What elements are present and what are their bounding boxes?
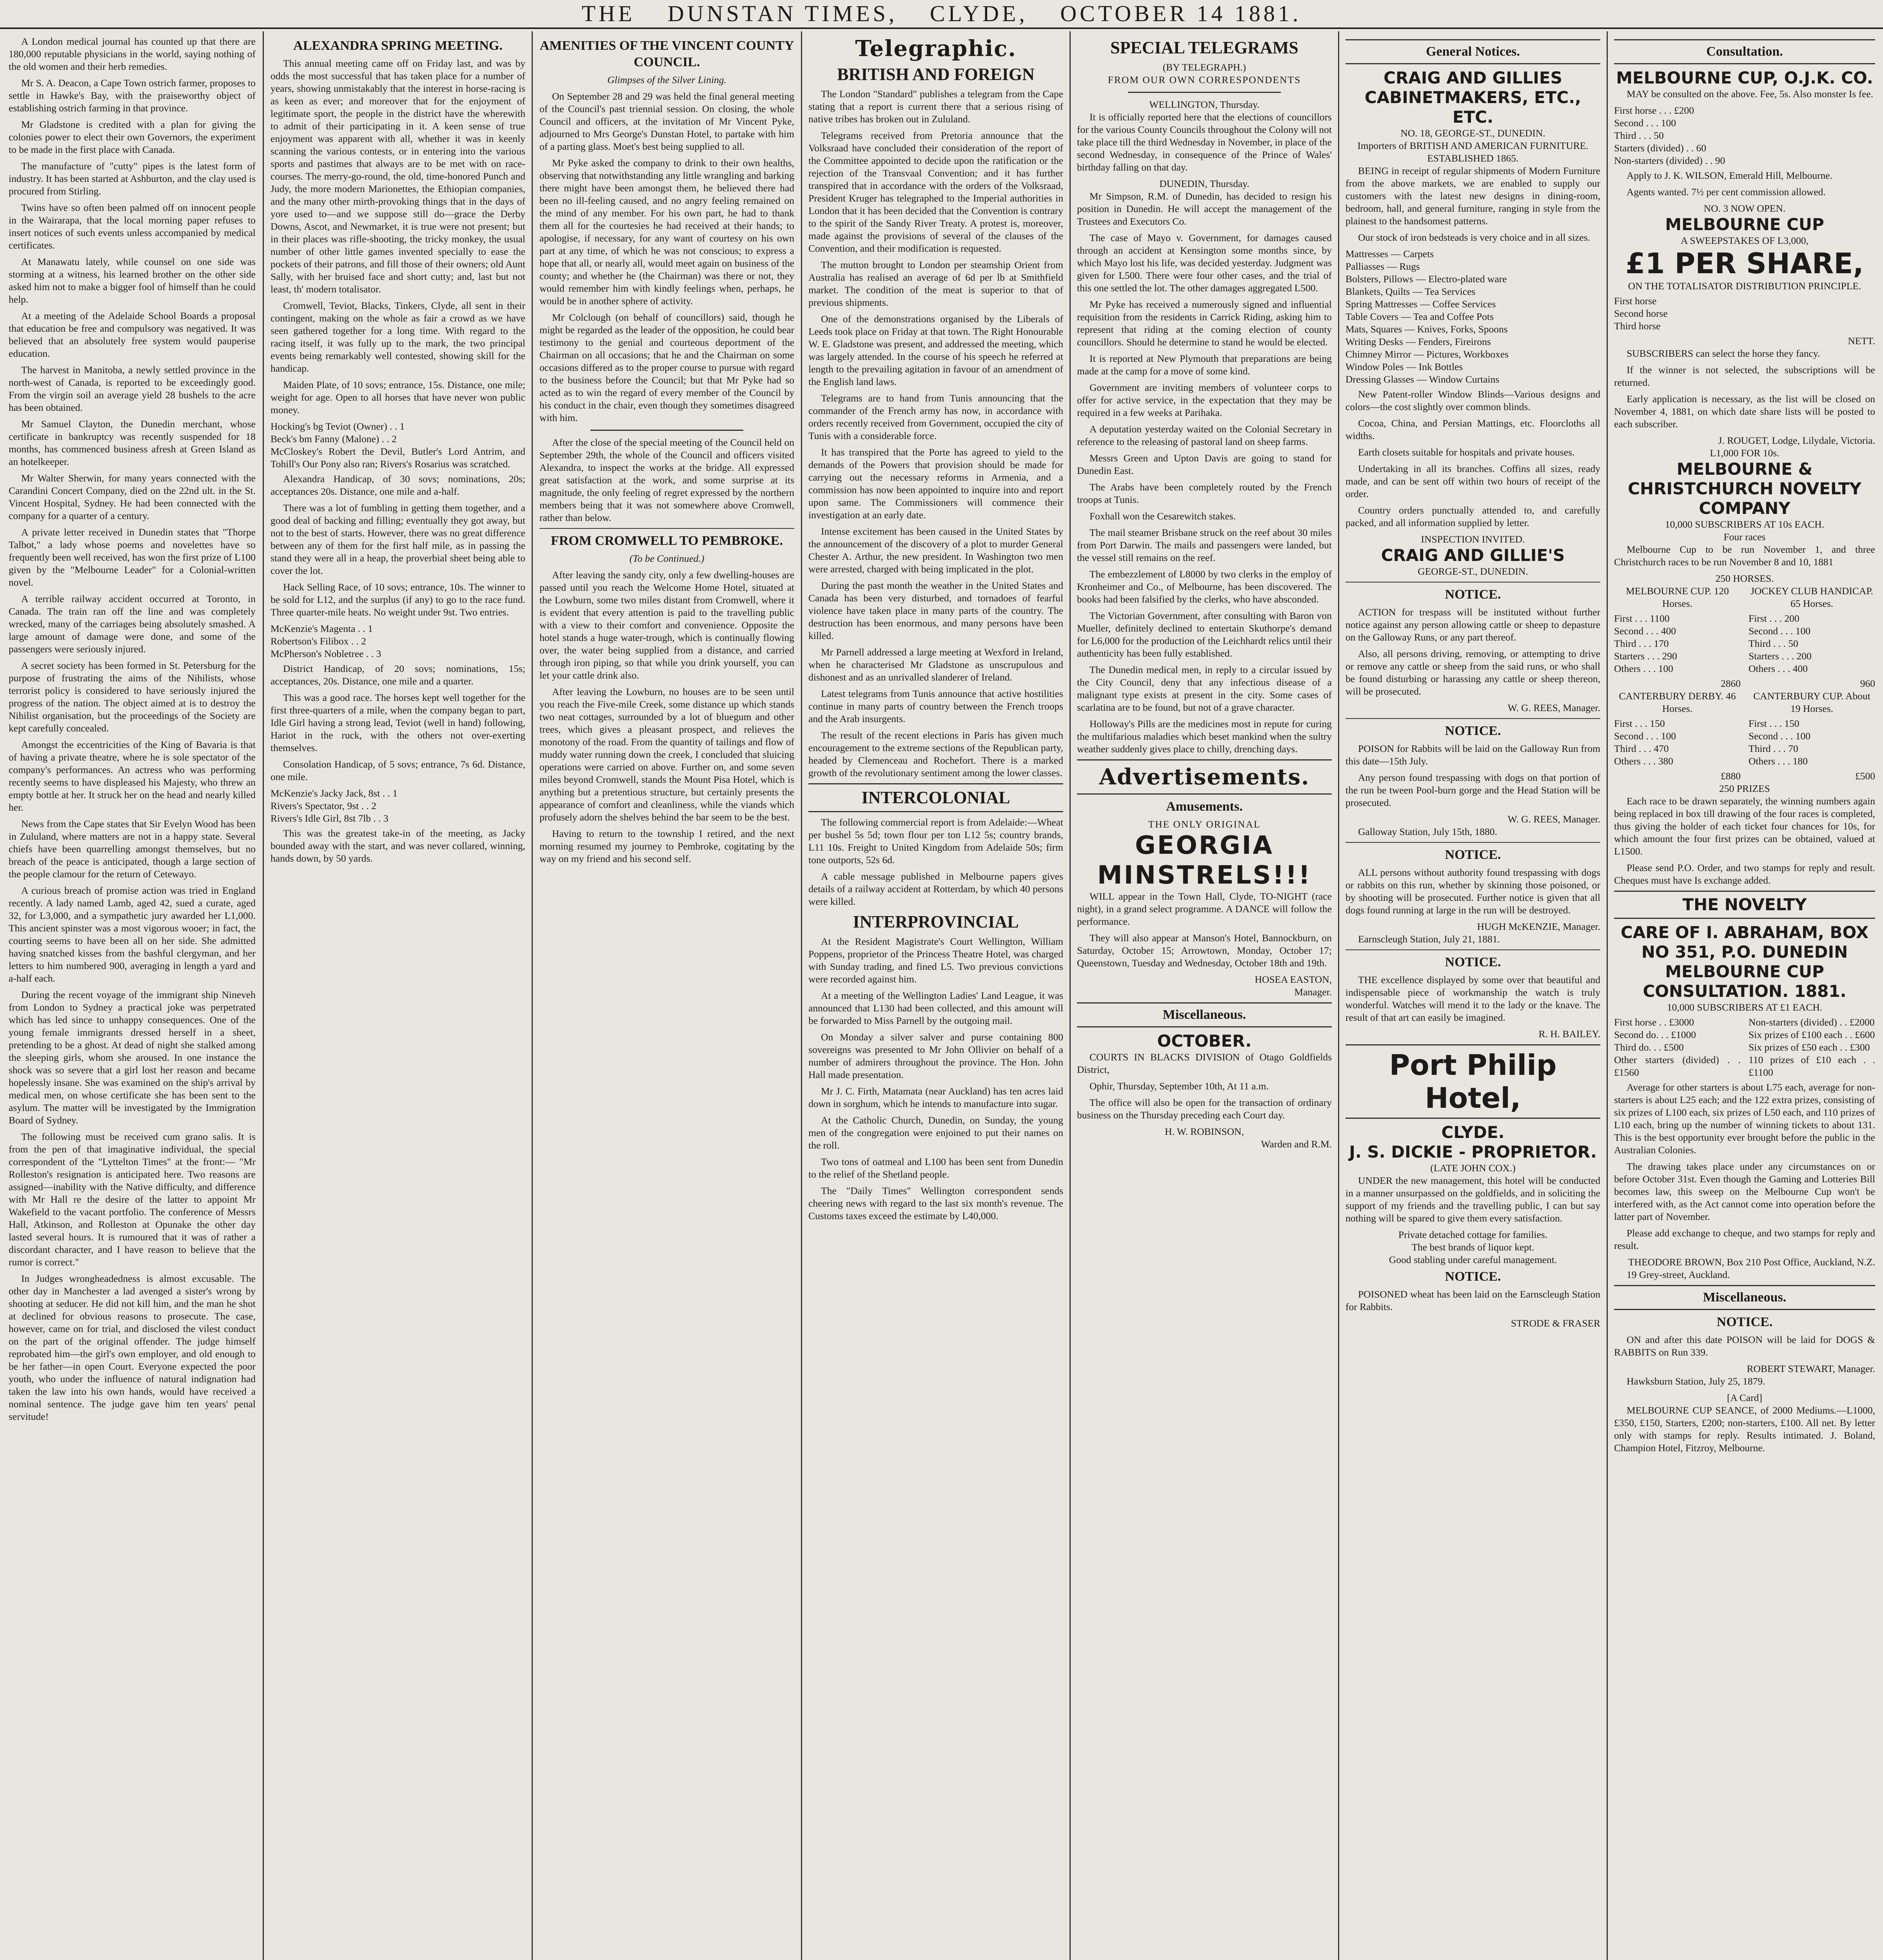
news-paragraph: Mr Gladstone is credited with a plan for giving the colonies power to elect their own Governors, the experiment to be made in the first place with Canada.: [9, 119, 256, 155]
ad-paragraph: The drawing takes place under any circumstances on or before October 31st. Even though the Gaming and Lotteries Bill becomes law, this sweep on the Melbourne Cup won't be interfered with, as the Act cannot come into operation before the latter part of November.: [1614, 1161, 1875, 1222]
stock-list: [1346, 248, 1600, 386]
masthead-place: CLYDE,: [930, 1, 1028, 26]
article-paragraph: The result of the recent elections in Paris has given much encouragement to the extreme sections of the Republican party, headed by Clemenceau and Rochefort. There is a marked growth of the revolutionary sentiment among the lower classes.: [808, 730, 1063, 779]
notice-heading: NOTICE.: [1445, 587, 1501, 602]
ad-line: 250 HORSES.: [1715, 573, 1774, 584]
stock-item: Dressing Glasses — Window Curtains: [1346, 374, 1500, 385]
ad-paragraph: UNDER the new management, this hotel will be conducted in a manner unsurpassed on the goldfields, and in soliciting the support of my friends and the travelling public, I can but say nothing will be spared to give them every satisfaction.: [1346, 1175, 1600, 1224]
prize-item: Third . . . 50: [1749, 638, 1798, 649]
result-line: Rivers's Idle Girl, 8st 7lb . . 3: [271, 813, 389, 824]
news-paragraph: The following must be received cum grano salis. It is from the pen of that imaginative individual, the special correspondent of the "Lyttelton Times" at the front:— "Mr Rolleston's resignation is anticipated here. Two reasons are assigned—inability with the Native difficulty, and difference with Mr Hall re the desire of the latter to appoint Mr Wakefield to the vacant portfolio. The conference of Messrs Hall, Atkinson, and Rolleston at Opunake the other day lasted several hours. It is rumoured that it was of rather a discordant character, and I have reason to believe that the rumor is correct.": [9, 1131, 256, 1268]
stock-item: Bolsters, Pillows — Electro-plated ware: [1346, 273, 1507, 285]
ad-line: 250 PRIZES: [1719, 783, 1770, 794]
ad-title: MELBOURNE CUP CONSULTATION. 1881.: [1643, 962, 1847, 1001]
result-line: McKenzie's Jacky Jack, 8st . . 1: [271, 788, 398, 799]
continued-note: (To be Continued.): [629, 553, 705, 564]
column-1: [9, 35, 256, 1960]
separator: [590, 430, 743, 431]
prize-item: First . . . 150: [1614, 718, 1665, 729]
ad-title: MELBOURNE & CHRISTCHURCH NOVELTY COMPANY: [1628, 459, 1861, 518]
dateline: WELLINGTON, Thursday.: [1149, 99, 1260, 110]
notice-heading: NOTICE.: [1445, 1269, 1501, 1284]
news-paragraph: At a meeting of the Adelaide School Boards a proposal that education be free and compulsory was negatived. It was believed that an absolutely free system would pauperise education.: [9, 310, 256, 359]
ad-paragraph: Earth closets suitable for hospitals and private houses.: [1358, 446, 1575, 458]
ad-title: J. S. DICKIE - PROPRIETOR.: [1349, 1142, 1597, 1161]
article-paragraph: Telegrams are to hand from Tunis announcing that the commander of the French army has now, in accordance with orders recently received from Government, occupied the city of Tunis with a considerable force.: [808, 392, 1063, 441]
column-rule: [1607, 31, 1608, 1960]
article-heading: ALEXANDRA SPRING MEETING.: [293, 38, 503, 53]
article-paragraph: Two tons of oatmeal and L100 has been sent from Dunedin to the relief of the Shetland people.: [808, 1156, 1063, 1180]
ad-paragraph: Please send P.O. Order, and two stamps for reply and result. Cheques must have Is exchange added.: [1614, 862, 1875, 886]
ad-signature: Warden and R.M.: [1261, 1138, 1332, 1150]
dateline: DUNEDIN, Thursday.: [1159, 178, 1249, 189]
separator: [1346, 582, 1600, 583]
result-line: Hocking's bg Teviot (Owner) . . 1: [271, 421, 405, 432]
prize-item: Second . . . 100: [1614, 730, 1676, 742]
stock-item: Mats, Squares — Knives, Forks, Spoons: [1346, 323, 1508, 335]
ad-title: OCTOBER.: [1157, 1031, 1252, 1051]
consultation-prizes: [1614, 1014, 1875, 1081]
ad-line: (LATE JOHN COX.): [1430, 1162, 1516, 1174]
article-heading: FROM CROMWELL TO PEMBROKE.: [551, 534, 783, 548]
notice-paragraph: ALL persons without authority found trespassing with dogs or rabbits on this run, whether by skinning those poisoned, or by shooting will be prosecuted. Further notice is given that all dogs found running at large in the run will be destroyed.: [1346, 867, 1600, 916]
ad-paragraph: Average for other starters is about L75 each, average for non-starters is about L25 each; and the 122 extra prizes, consisting of six prizes of L100 each, six prizes of L50 each, and 110 prizes of L10 each, bring up the number of winning tickets to about 131. This is the best opportunity ever brought before the public in the Australian Colonies.: [1614, 1082, 1875, 1156]
article-paragraph: At the Catholic Church, Dunedin, on Sunday, the young men of the congregation were enjoined to put their names on the roll.: [808, 1114, 1063, 1151]
prize-total: £500: [1855, 770, 1875, 782]
ad-signature: THEODORE BROWN, Box 210 Post Office, Auckland, N.Z.: [1628, 1256, 1875, 1268]
prize-list: [1749, 612, 1875, 675]
prize-item: Second . . . 100: [1749, 730, 1810, 742]
race-heading: Alexandra Handicap, of 30 sovs; nominations, 20s; acceptances 20s. Distance, one mile and a-half.: [271, 473, 525, 497]
ad-line: [A Card]: [1727, 1392, 1762, 1403]
result-line: McPherson's Nobletree . . 3: [271, 648, 381, 659]
section-heading: INTERCOLONIAL: [808, 783, 1063, 812]
news-paragraph: Mr Walter Sherwin, for many years connected with the Carandini Concert Company, died on the 22nd ult. in the St. Vincent Hospital, Sydney. He had been connected with the company for a quarter of a century.: [9, 472, 256, 521]
prize-item: Third . . . 70: [1749, 743, 1798, 754]
prize-item: First horse . . £3000: [1614, 1016, 1694, 1028]
hotel-title: Port Philip Hotel,: [1346, 1044, 1600, 1119]
prize-item: Second . . . 100: [1749, 625, 1810, 637]
news-paragraph: A terrible railway accident occurred at Toronto, in Canada. The train ran off the line and was completely wrecked, many of the carriages being absolutely smashed. A large amount of damage were done, and some of the passengers were seriously injured.: [9, 593, 256, 655]
ad-line: Importers of BRITISH AND AMERICAN FURNITURE.: [1357, 140, 1589, 151]
prize-total: 960: [1860, 678, 1875, 689]
column-6: [1346, 35, 1600, 1960]
race-heading: Maiden Plate, of 10 sovs; entrance, 15s. Distance, one mile; weight for age. Open to all horses that have never won public money.: [271, 379, 525, 416]
prize-item: Others . . . 380: [1614, 755, 1673, 767]
prize-item: Non-starters (divided) . . £2000: [1749, 1016, 1875, 1028]
section-title: Telegraphic.: [855, 36, 1017, 62]
prize-item: Others . . . 100: [1614, 663, 1673, 674]
notice-paragraph: Any person found trespassing with dogs on that portion of the run be tween Pool-burn gorge and the Head Station will be prosecuted.: [1346, 772, 1600, 808]
ad-paragraph: Apply to J. K. WILSON, Emerald Hill, Melbourne.: [1627, 170, 1833, 181]
article-paragraph: The Victorian Government, after consulting with Baron von Mueller, definitely declined to entertain Skuthorpe's demand for L6,000 for the production of the Leichhardt relics until their authenticity has been fully established.: [1077, 610, 1332, 659]
article-paragraph: Having to return to the township I retired, and the next morning resumed my journey to Pembroke, cogitating by the way on my friend and his second self.: [539, 828, 794, 864]
ad-line: Four races: [1723, 531, 1766, 543]
ad-paragraph: Country orders punctually attended to, and carefully packed, and all information supplied by letter.: [1346, 505, 1600, 528]
ad-paragraph: MELBOURNE CUP SEANCE, of 2000 Mediums.—L1000, £350, £150, Starters, £200; non-starters, £100. All net. By letter only with stamps for reply. Results intimated. J. Boland, Champion Hotel, Fitzroy, Melbourne.: [1614, 1405, 1875, 1454]
prize-item: Six prizes of £100 each . . £600: [1749, 1029, 1875, 1040]
article-paragraph: One of the demonstrations organised by the Liberals of Leeds took place on Friday at that town. The Right Honourable W. E. Gladstone was present, and addressed the meeting, which was largely attended. In the course of his speech he referred at length to the prevailing agitation in favour of an amendment of the English land laws.: [808, 313, 1063, 387]
article-paragraph: The following commercial report is from Adelaide:—Wheat per bushel 5s 5d; town flour per ton L12 5s; country brands, L11 10s. Freight to United Kingdom from Adelaide 50s; firm tone outports, 52s 6d.: [808, 817, 1063, 866]
prize-item: Third do. . . £500: [1614, 1042, 1684, 1053]
stock-item: Blankets, Quilts — Tea Services: [1346, 286, 1476, 297]
ad-title-large: £1 PER SHARE,: [1625, 247, 1864, 280]
separator: [539, 528, 794, 529]
article-paragraph: During the past month the weather in the United States and Canada has been very disturbed, and tornadoes of fearful violence have taken place in many parts of the country. The destruction has been enormous, and many persons have been killed.: [808, 580, 1063, 641]
prize-item: Other starters (divided) . . £1560: [1614, 1054, 1741, 1078]
column-7: [1614, 35, 1875, 1960]
article-paragraph: Mr J. C. Firth, Matamata (near Auckland) has ten acres laid down in sorghum, which he intends to manufacture into sugar.: [808, 1085, 1063, 1109]
prize-item: Third . . . 50: [1614, 130, 1664, 141]
ad-title: CABINETMAKERS, ETC., ETC.: [1364, 88, 1582, 127]
separator: [1128, 92, 1281, 93]
article-paragraph: On Monday a silver salver and purse containing 800 sovereigns was presented to Mr John Ollivier on behalf of a number of admirers throughout the province. The Hon. John Hall made presentation.: [808, 1031, 1063, 1080]
ad-heading: Amusements.: [1166, 799, 1243, 814]
section-heading: General Notices.: [1346, 39, 1600, 64]
ad-signature: J. ROUGET, Lodge, Lilydale, Victoria.: [1718, 435, 1875, 446]
ad-title: CRAIG AND GILLIE'S: [1381, 546, 1565, 565]
article-paragraph: Mr Pyke asked the company to drink to their own healths, observing that notwithstanding any little wrangling and barking there might have been amongst them, he believed there had been no ill-feeling caused, and no angry feeling remained on the mind of any member. For his own part, he had to thank them all for the courtesies he had received at their hands; to apologise, if necessary, for any want of courtesy on his own part at any time, of which he was not conscious; to express a hope that all, or nearly all, would meet again on business of the county; and whether he (the Chairman) was there or not, they would remember him with kindly feelings when, perhaps, he would be in another sphere of activity.: [539, 157, 794, 307]
ad-paragraph: If the winner is not selected, the subscriptions will be returned.: [1614, 364, 1875, 388]
ad-line: 10,000 SUBSCRIBERS AT 10s EACH.: [1665, 519, 1825, 530]
notice-paragraph: Hawksburn Station, July 25, 1879.: [1627, 1376, 1765, 1387]
stock-item: Window Poles — Ink Bottles: [1346, 361, 1463, 372]
article-paragraph: Holloway's Pills are the medicines most in repute for curing the multifarious maladies which beset mankind when the sultry weather suddenly gives place to chilly, drenching days.: [1077, 718, 1332, 755]
news-paragraph: Twins have so often been palmed off on innocent people in the Wairarapa, that the local morning paper refuses to insert notices of such events unless accompanied by medical certificates.: [9, 202, 256, 251]
horse-item: Third horse: [1614, 320, 1661, 332]
section-heading: Consultation.: [1614, 39, 1875, 64]
notice-paragraph: Galloway Station, July 15th, 1880.: [1358, 826, 1497, 837]
article-paragraph: The mail steamer Brisbane struck on the reef about 30 miles from Port Darwin. The mails and passengers were landed, but the vessel still remains on the reef.: [1077, 527, 1332, 563]
article-subheading: Glimpses of the Silver Lining.: [607, 74, 726, 85]
news-paragraph: At Manawatu lately, while counsel on one side was storming at a witness, his learned brother on the other side asked him not to make a bigger fool of himself than he could help.: [9, 256, 256, 305]
section-heading: INTERPROVINCIAL: [853, 912, 1019, 931]
ad-line: A SWEEPSTAKES OF L3,000,: [1681, 235, 1809, 246]
notice-paragraph: Earnscleugh Station, July 21, 1881.: [1358, 933, 1500, 945]
news-paragraph: The manufacture of "cutty" pipes is the latest form of industry. It has been started at Ashburton, and the clay used is procured from Stirling.: [9, 160, 256, 197]
section-subheading: (BY TELEGRAPH.): [1162, 62, 1246, 73]
notice-paragraph: Also, all persons driving, removing, or attempting to drive or remove any cattle or sheep from the said runs, or who shall be found disturbing or harassing any cattle or sheep thereon, will be prosecuted.: [1346, 648, 1600, 697]
article-paragraph: Mr Parnell addressed a large meeting at Wexford in Ireland, when he characterised Mr Gladstone as unscrupulous and dishonest and as an unrivalled slanderer of Ireland.: [808, 646, 1063, 683]
column-3: [539, 35, 794, 1960]
prize-table-title: MELBOURNE CUP. 120 Horses.: [1626, 585, 1729, 609]
article-paragraph: A cable message published in Melbourne papers gives details of a railway accident at Rotterdam, by which 40 persons were killed.: [808, 871, 1063, 907]
article-paragraph: After the close of the special meeting of the Council held on September 29th, the whole of the Council and officers visited Alexandra, to inspect the works at the bridge. All expressed great satisfaction at the work, and some surprise at its magnitude, the only feeling of regret expressed by the northern members being that it was not somewhere above Cromwell, rather than below.: [539, 437, 794, 523]
column-4: [808, 35, 1063, 1960]
article-heading: AMENITIES OF THE VINCENT COUNTY COUNCIL.: [539, 38, 794, 69]
ad-title: CARE OF I. ABRAHAM, BOX NO 351, P.O. DUNEDIN: [1620, 923, 1869, 962]
horse-item: First horse: [1614, 295, 1657, 307]
prize-item: First horse . . . £200: [1614, 105, 1694, 116]
ad-title: CLYDE.: [1441, 1123, 1505, 1142]
prize-list: [1749, 1016, 1875, 1079]
column-5: [1077, 35, 1332, 1960]
stock-item: Palliasses — Rugs: [1346, 261, 1420, 272]
result-line: Beck's bm Fanny (Malone) . . 2: [271, 433, 397, 445]
result-line: Rivers's Spectator, 9st . . 2: [271, 800, 376, 811]
stock-item: Chimney Mirror — Pictures, Workboxes: [1346, 348, 1509, 360]
ad-paragraph: Ophir, Thursday, September 10th, At 11 a.m.: [1089, 1080, 1269, 1092]
race-results: [271, 420, 525, 470]
prize-item: Six prizes of £50 each . . £300: [1749, 1042, 1870, 1053]
news-paragraph: In Judges wrongheadedness is almost excusable. The other day in Manchester a lad avenged a sister's wrong by shooting at seducer. He did not kill him, and the man he shot at declined for obvious reasons to prosecute. The case, however, came on for trial, and disclosed the vilest conduct on the part of the original offender. The judge himself reprobated him—the girl's own employer, and old enough to be her father—in open Court. Everyone expected the poor youth, who under the influence of natural indignation had taken the law into his own hands, would have received a nominal sentence. The judge gave him ten years' penal servitude!: [9, 1273, 256, 1422]
prize-item: Second . . . 100: [1614, 117, 1676, 129]
race-heading: Hack Selling Race, of 10 sovs; entrance, 10s. The winner to be sold for L12, and the surplus (if any) to go to the race fund. Three quarter-mile heats. No weight under 9st. Two entries.: [271, 581, 525, 618]
prize-list: [1614, 717, 1741, 768]
stock-item: Writing Desks — Fenders, Fireirons: [1346, 336, 1491, 347]
notice-paragraph: THE excellence displayed by some over that beautiful and indispensable piece of workmanship the watch is truly wonderful. Watches will mend it to the lady or the knave. The result of that art can easily be imagined.: [1346, 974, 1600, 1023]
ad-poster-title: GEORGIA: [1135, 831, 1274, 860]
ad-line: THE ONLY ORIGINAL: [1148, 818, 1261, 830]
section-heading: Miscellaneous.: [1614, 1285, 1875, 1310]
ad-paragraph: COURTS IN BLACKS DIVISION of Otago Goldfields District,: [1077, 1051, 1332, 1075]
prize-item: Others . . . 180: [1749, 755, 1808, 767]
news-paragraph: The harvest in Manitoba, a newly settled province in the north-west of Canada, is reported to be exceedingly good. From the virgin soil an average yield 28 bushels to the acre has been obtained.: [9, 364, 256, 413]
ad-paragraph: Our stock of iron bedsteads is very choice and in all sizes.: [1358, 232, 1591, 243]
article-paragraph: Mr Simpson, R.M. of Dunedin, has decided to resign his position in Dunedin. He will accept the management of the Trustees and Executors Co.: [1077, 191, 1332, 227]
prize-total: 2860: [1721, 678, 1741, 689]
notice-heading: NOTICE.: [1716, 1315, 1773, 1329]
stock-item: Spring Mattresses — Coffee Services: [1346, 298, 1496, 310]
prize-item: Starters . . . 290: [1614, 650, 1677, 662]
article-paragraph: The Dunedin medical men, in reply to a circular issued by the City Council, deny that any infectious disease of a malignant type exists at present in the city. Some cases of scarlatina are to be found, but not of a grave character.: [1077, 664, 1332, 713]
article-paragraph: The Arabs have been completely routed by the French troops at Tunis.: [1077, 481, 1332, 505]
column-rule: [801, 31, 802, 1960]
column-2: [271, 35, 525, 1960]
separator: [1346, 718, 1600, 719]
ad-line: Private detached cottage for families.: [1398, 1229, 1548, 1240]
prize-item: Third . . . 170: [1614, 638, 1669, 649]
article-paragraph: The "Daily Times" Wellington correspondent sends cheering news with regard to the last six month's revenue. The Customs taxes exceed the estimate by L40,000.: [808, 1185, 1063, 1221]
article-paragraph: Cromwell, Teviot, Blacks, Tinkers, Clyde, all sent in their contingent, making on the whole as fair a crowd as we have seen gathered together for a long time. With regard to the racing itself, it was fully up to the mark, the two principal events being remarkably well contested, showing skill for the handicap.: [271, 300, 525, 374]
prize-table-title: JOCKEY CLUB HANDICAP. 65 Horses.: [1750, 585, 1873, 609]
horse-item: Second horse: [1614, 308, 1668, 319]
news-paragraph: During the recent voyage of the immigrant ship Nineveh from London to Sydney a practical joke was perpetrated which has led since to unhappy consequences. One of the young female immigrants dressed herself in a sheet, pretending to be a ghost. At dead of night she stalked among the sleeping girls, whom she aroused. In one instance the shock was so severe that a girl lost her reason and became hopelessly insane. She was examined on the ship's arrival by medical men, on whose certificate she has been sent to the asylum. The matter will be investigated by the Immigration Board of Sydney.: [9, 989, 256, 1126]
result-line: Robertson's Filibox . . 2: [271, 635, 367, 647]
notice-signature: W. G. REES, Manager.: [1507, 813, 1600, 825]
notice-signature: ROBERT STEWART, Manager.: [1747, 1363, 1875, 1374]
notice-paragraph: POISONED wheat has been laid on the Earnscleugh Station for Rabbits.: [1346, 1289, 1600, 1312]
ad-paragraph: BEING in receipt of regular shipments of Modern Furniture from the above markets, we are enabled to supply our customers with the latest new designs in dining-room, bedroom, hall, and general furniture, ranging in style from the plainest to the handsomest patterns.: [1346, 165, 1600, 227]
ad-paragraph: Undertaking in all its branches. Coffins all sizes, ready made, and can be sent off within two hours of receipt of the order.: [1346, 463, 1600, 499]
race-heading: Consolation Handicap, of 5 sovs; entrance, 7s 6d. Distance, one mile.: [271, 759, 525, 782]
ad-paragraph: Each race to be drawn separately, the winning numbers again being replaced in box till drawing of the four races is completed, thus giving the holder of each ticket four chances for 10s, for which amount the four first prizes can be obtained, valued at L1500.: [1614, 795, 1875, 857]
result-line: McCloskey's Robert the Devil, Butler's Lord Antrim, and Tohill's Our Pony also ran; Rivers's Rosarius was scratched.: [271, 446, 525, 470]
notice-paragraph: ON and after this date POISON will be laid for DOGS & RABBITS on Run 339.: [1614, 1334, 1875, 1358]
notice-signature: STRODE & FRASER: [1511, 1318, 1600, 1329]
prize-total: £880: [1721, 770, 1741, 782]
race-results: [271, 622, 525, 660]
race-heading: District Handicap, of 20 sovs; nominations, 15s; acceptances, 20s. Distance, one mile and a quarter.: [271, 663, 525, 687]
prize-table: [1614, 585, 1741, 782]
prize-item: First . . . 200: [1749, 613, 1799, 624]
notice-signature: W. G. REES, Manager.: [1507, 702, 1600, 713]
ad-title: THE NOVELTY: [1614, 891, 1875, 919]
ad-title: CRAIG AND GILLIES: [1384, 68, 1562, 87]
article-paragraph: It is reported at New Plymouth that preparations are being made at the camp for a move of some kind.: [1077, 353, 1332, 377]
ad-paragraph: WILL appear in the Town Hall, Clyde, TO-NIGHT (race night), in a grand select programme. A DANCE will follow the performance.: [1077, 891, 1332, 927]
ad-line: ON THE TOTALISATOR DISTRIBUTION PRINCIPLE.: [1628, 280, 1861, 292]
prize-list: [1614, 612, 1741, 675]
article-paragraph: Latest telegrams from Tunis announce that active hostilities continue in many parts of country between the French troops and the Arab insurgents.: [808, 688, 1063, 724]
ad-paragraph: Cocoa, China, and Persian Mattings, etc. Floorcloths all widths.: [1346, 417, 1600, 441]
prize-item: First . . . 150: [1749, 718, 1799, 729]
prize-item: Second . . . 400: [1614, 625, 1676, 637]
ad-paragraph: The office will also be open for the transaction of ordinary business on the Thursday preceding each Court day.: [1077, 1097, 1332, 1121]
ad-line: 10,000 SUBSCRIBERS AT £1 EACH.: [1667, 1002, 1823, 1013]
article-paragraph: There was a lot of fumbling in getting them together, and a good deal of backing and filling; eventually they got away, but not to the best of starts. However, there was no great difference between any of them for the first half mile, as in passing the stand they were all in a heap, the proverbial sheet being able to cover the lot.: [271, 502, 525, 576]
separator: [1346, 842, 1600, 843]
news-paragraph: Mr Samuel Clayton, the Dunedin merchant, whose certificate in bankruptcy was recently suspended for 18 months, has commenced business afresh at Green Island as an hotelkeeper.: [9, 418, 256, 467]
news-paragraph: A secret society has been formed in St. Petersburg for the purpose of frustrating the aims of the Nihilists, whose terrorist policy is considered to have seriously injured the progress of the nation. The object aimed at is to destroy the Nihilist organisation, but the proceedings of the Society are kept carefully concealed.: [9, 660, 256, 734]
ad-paragraph: New Patent-roller Window Blinds—Various designs and colors—the cost slightly over common blinds.: [1346, 388, 1600, 412]
article-paragraph: The case of Mayo v. Government, for damages caused through an accident at Kensington some months since, by which Mayo lost his life, was decided yesterday. Judgment was given for L500. There were four other cases, and the trial of this one settled the lot. The other damages aggregated L500.: [1077, 232, 1332, 294]
article-paragraph: Mr Colclough (on behalf of councillors) said, though he might be regarded as the leader of the opposition, he could bear testimony to the genial and courteous deportment of the Chairman on all occasions; that he and the Chairman on some occasions differed as to the proper course to pursue with regard to the business before the Council; but that Mr Pyke had so acted as to win the regard of every member of the Council by his conduct in the chair, even though they sometimes disagreed with him.: [539, 312, 794, 423]
advertisements-title: Advertisements.: [1077, 759, 1332, 795]
stock-item: Table Covers — Tea and Coffee Pots: [1346, 311, 1494, 322]
ad-paragraph: Agents wanted. 7½ per cent commission allowed.: [1627, 186, 1826, 198]
column-rule: [263, 31, 264, 1960]
prize-item: Starters (divided) . . 60: [1614, 142, 1707, 154]
ad-line: The best brands of liquor kept.: [1411, 1241, 1534, 1253]
ad-paragraph: SUBSCRIBERS can select the horse they fancy.: [1627, 348, 1820, 359]
article-paragraph: After leaving the Lowburn, no houses are to be seen until you reach the Five-mile Creek, some distance up which stands two neat cottages, surrounded by a lot of bluegum and other trees, which gives a pleasant prospect, and relieves the monotony of the road. From the quantity of tailings and flow of muddy water running down the creek, I concluded that sluicing operations were carried on above. Further on, and some seven miles beyond Cromwell, stands the Mount Pisa Hotel, which is anything but a pretentious structure, but certainly presents the appearance of comfort and cleanliness, while the viands which profusely adorn the shelves behind the bar seem to be the best.: [539, 686, 794, 823]
ad-paragraph: Please add exchange to cheque, and two stamps for reply and result.: [1614, 1227, 1875, 1251]
prize-item: 110 prizes of £10 each . . £1100: [1749, 1054, 1875, 1078]
masthead: [0, 0, 1883, 29]
column-rule: [532, 31, 533, 1960]
article-paragraph: The London "Standard" publishes a telegram from the Cape stating that a report is current there that a serious rising of native tribes has broken out in Zululand.: [808, 88, 1063, 125]
prize-list: [1749, 717, 1875, 768]
ad-title: MELBOURNE CUP, O.J.K. CO.: [1616, 68, 1873, 87]
masthead-date: OCTOBER 14 1881.: [1060, 1, 1302, 26]
stock-item: Mattresses — Carpets: [1346, 248, 1434, 260]
ad-line: GEORGE-ST., DUNEDIN.: [1418, 566, 1528, 577]
ad-paragraph: Melbourne Cup to be run November 1, and three Christchurch races to be run November 8 and 10, 1881: [1614, 544, 1875, 568]
ad-title: MELBOURNE CUP: [1665, 215, 1824, 234]
prize-item: Starters . . . 200: [1749, 650, 1812, 662]
article-paragraph: Intense excitement has been caused in the United States by the announcement of the discovery of a plot to murder General Chester A. Arthur, the new president. In Washington two men were arrested, charged with being implicated in the plot.: [808, 526, 1063, 575]
notice-signature: HUGH McKENZIE, Manager.: [1477, 921, 1600, 932]
masthead-name: DUNSTAN TIMES,: [667, 1, 898, 26]
ad-signature: H. W. ROBINSON,: [1165, 1126, 1244, 1137]
prize-list: [1614, 104, 1875, 167]
article-paragraph: Government are inviting members of volunteer corps to offer for active service, in the expectation that they may be required in a few weeks at Parihaka.: [1077, 382, 1332, 418]
prize-item: Third . . . 470: [1614, 743, 1669, 754]
article-paragraph: Mr Pyke has received a numerously signed and influential requisition from the residents in Carrick Riding, asking him to represent that riding at the coming election of county councillors. Should he determine to stand he would be elected.: [1077, 299, 1332, 348]
ad-poster-title: MINSTRELS!!!: [1097, 861, 1312, 890]
ad-line: L1,000 FOR 10s.: [1710, 447, 1779, 459]
notice-heading: NOTICE.: [1445, 724, 1501, 738]
notice-heading: NOTICE.: [1445, 955, 1501, 969]
section-subheading: FROM OUR OWN CORRESPONDENTS: [1108, 74, 1301, 85]
notice-heading: NOTICE.: [1445, 848, 1501, 862]
ad-heading: Miscellaneous.: [1077, 1002, 1332, 1027]
ad-line: NETT.: [1848, 335, 1875, 347]
race-results: [271, 787, 525, 825]
column-rule: [1338, 31, 1339, 1960]
prize-table-title: CANTERBURY CUP. About 19 Horses.: [1753, 690, 1870, 714]
ad-signature: HOSEA EASTON,: [1255, 974, 1332, 985]
article-paragraph: Telegrams received from Pretoria announce that the Volksraad have concluded their consideration of the report of the Committee appointed to decide upon the ratification or the rejection of the Transvaal Convention; and it has further transpired that in accordance with the orders of the Volksraad, President Kruger has telegraphed to the Imperial authorities in London that it has been decided that the Convention is contrary to the spirit of the Sandy River Treaty. A protest is, moreover, made against the provisions of several of the clauses of the Convention, and their modification is requested.: [808, 130, 1063, 254]
article-paragraph: After leaving the sandy city, only a few dwelling-houses are passed until you reach the Welcome Home Hotel, situated at the Lowburn, some two miles distant from Cromwell, where it is evident that every attention is paid to the travelling public with a view to their comfort and convenience. Opposite the hotel stands a huge water-trough, which is continually flowing over, the water being supplied from a distance, and carried through iron piping, so that while you drink yourself, you can let your cattle drink also.: [539, 569, 794, 681]
ad-line: INSPECTION INVITED.: [1421, 534, 1525, 545]
prize-table: [1749, 585, 1875, 782]
ad-paragraph: Early application is necessary, as the list will be closed on November 4, 1881, on which date share lists will be posted to each subscriber.: [1614, 393, 1875, 430]
ad-paragraph: 19 Grey-street, Auckland.: [1627, 1269, 1730, 1280]
article-paragraph: Foxhall won the Cesarewitch stakes.: [1089, 510, 1236, 522]
horse-list: [1614, 295, 1875, 332]
article-paragraph: This was a good race. The horses kept well together for the first three-quarters of a mile, when the company began to part, Idle Girl having a strong lead, Teviot (well in hand) following, Hariot in the ruck, with the others not over-exerting themselves.: [271, 692, 525, 753]
separator: [1346, 949, 1600, 950]
article-paragraph: At the Resident Magistrate's Court Wellington, William Poppens, proprietor of the Princess Theatre Hotel, was charged with Sunday trading, and fined L5. Two previous convictions were recorded against him.: [808, 936, 1063, 985]
ad-paragraph: They will also appear at Manson's Hotel, Bannockburn, on Saturday, October 15; Arrowtown, Monday, October 17; Queenstown, Tuesday and Wednesday, October 18th and 19th.: [1077, 932, 1332, 969]
prize-item: Others . . . 400: [1749, 663, 1808, 674]
news-paragraph: Amongst the eccentricities of the King of Bavaria is that of having a private theatre, where he is sole spectator of the company's performances. An actress who was performing recently seems to have displeased his Majesty, who threw an empty bottle at her. It struck her on the head and nearly killed her.: [9, 739, 256, 813]
prize-tables: [1614, 585, 1875, 782]
section-heading: SPECIAL TELEGRAMS: [1110, 38, 1298, 57]
ad-paragraph: MAY be consulted on the above. Fee, 5s. Also monster Is fee.: [1627, 88, 1874, 100]
masthead-the: THE: [581, 1, 636, 26]
ad-line: NO. 3 NOW OPEN.: [1703, 203, 1786, 214]
news-paragraph: Mr S. A. Deacon, a Cape Town ostrich farmer, proposes to settle in Hawke's Bay, with the praiseworthy object of establishing ostrich farming in that province.: [9, 77, 256, 114]
notice-paragraph: POISON for Rabbits will be laid on the Galloway Run from this date—15th July.: [1346, 743, 1600, 767]
result-line: McKenzie's Magenta . . 1: [271, 623, 373, 634]
prize-table-title: CANTERBURY DERBY. 46 Horses.: [1619, 690, 1736, 714]
article-paragraph: At a meeting of the Wellington Ladies' Land League, it was announced that L130 had been collected, and this amount will be forwarded to Miss Parnell by the outgoing mail.: [808, 990, 1063, 1026]
article-paragraph: It is officially reported here that the elections of councillors for the various County Councils throughout the Colony will not take place till the third Wednesday in November, in place of the second Wednesday, in consequence of the Prince of Wales' birthday falling on that day.: [1077, 111, 1332, 173]
notice-signature: R. H. BAILEY.: [1538, 1028, 1600, 1040]
article-paragraph: The mutton brought to London per steamship Orient from Australia has realised an average of 6d per lb at Smithfield market. The condition of the meat is superior to that of previous shipments.: [808, 259, 1063, 308]
column-rule: [1070, 31, 1071, 1960]
news-paragraph: News from the Cape states that Sir Evelyn Wood has been in Zululand, where matters are not in a happy state. Several chiefs have been quarrelling amongst themselves, but no breach of the peace is anticipated, though a large section of the people clamour for the return of Cetewayo.: [9, 818, 256, 880]
prize-list: [1614, 1016, 1741, 1079]
notice-paragraph: ACTION for trespass will be instituted without further notice against any person allowing cattle or sheep to depasture on the Galloway Runs, or any part thereof.: [1346, 606, 1600, 643]
prize-item: First . . . 1100: [1614, 613, 1670, 624]
ad-line: Good stabling under careful management.: [1389, 1254, 1557, 1265]
prize-item: Second do. . . £1000: [1614, 1029, 1696, 1040]
prize-item: Non-starters (divided) . . 90: [1614, 155, 1725, 166]
article-paragraph: The embezzlement of L8000 by two clerks in the employ of Kronheimer and Co., of Melbourne, has been discovered. The books had been falsified by the clerks, who have absconded.: [1077, 568, 1332, 605]
news-paragraph: A London medical journal has counted up that there are 180,000 reputable physicians in the world, saying nothing of the old women and their herb remedies.: [9, 36, 256, 72]
article-paragraph: Messrs Green and Upton Davis are going to stand for Dunedin East.: [1077, 452, 1332, 476]
news-paragraph: A curious breach of promise action was tried in England recently. A lady named Lamb, aged 42, sued a curate, aged 32, for L3,000, and a sympathetic jury awarded her L1,000. This ancient spinster was a most vigorous wooer; in fact, the courting seems to have been all on her side. She admitted having snatched kisses from the bashful clergyman, and her letters to him numbered 900, averaging in length a yard and a-half each.: [9, 885, 256, 984]
article-paragraph: It has transpired that the Porte has agreed to yield to the demands of the Powers that provision should be made for carrying out the necessary reforms in Armenia, and a commission has now been appointed to inquire into and report upon same. The Commissioners will commence their investigation at an early date.: [808, 446, 1063, 521]
article-paragraph: This was the greatest take-in of the meeting, as Jacky bounded away with the start, and was never collared, winning, hands down, by 50 yards.: [271, 828, 525, 864]
article-paragraph: A deputation yesterday waited on the Colonial Secretary in reference to the releasing of pastoral land on sheep farms.: [1077, 423, 1332, 447]
article-paragraph: On September 28 and 29 was held the final general meeting of the Council's past triennial session. On closing, the whole Council and officers, at the invitation of Mr Vincent Pyke, adjourned to Mrs George's Dunstan Hotel, to partake with him of a parting glass. Moet's best being supplied to all.: [539, 91, 794, 152]
news-paragraph: A private letter received in Dunedin states that "Thorpe Talbot," a lady whose poems and novelettes have so frequently been well received, has won the first prize of L100 given by the "Melbourne Leader" for a Colonial-written novel.: [9, 526, 256, 588]
article-paragraph: This annual meeting came off on Friday last, and was by odds the most successful that has taken place for a number of years, showing unmistakably that the interest in horse-racing is as keen as ever; and moreover that for the enjoyment of legitimate sport, the people in the district have the wherewith to admit of their participating in it. A keen sense of true enjoyment was apparent with all, whether it was in keenly scanning the various contests, or in entering into the various sports and pastimes that always are to be met with on race-courses. The merry-go-round, the old, time-honored Punch and Judy, the more modern Marionettes, the Ethiopian companies, and the many other mirth-provoking things that in the days of yore used to—and we suppose still do—grace the Derby Downs, Ascot, and Newmarket, it is true were not present; but in their places was rifle-shooting, the tricky monkey, the usual number of other little games invented specially to ease the pockets of their patrons, and fill those of their owners; old Aunt Sally, with her bruised face and short cutty; and, last but not least, th' modern totalisator.: [271, 58, 525, 295]
ad-signature: Manager.: [1294, 986, 1332, 998]
section-heading: BRITISH AND FOREIGN: [837, 65, 1035, 84]
ad-line: ESTABLISHED 1865.: [1427, 152, 1519, 164]
ad-line: NO. 18, GEORGE-ST., DUNEDIN.: [1400, 127, 1545, 139]
